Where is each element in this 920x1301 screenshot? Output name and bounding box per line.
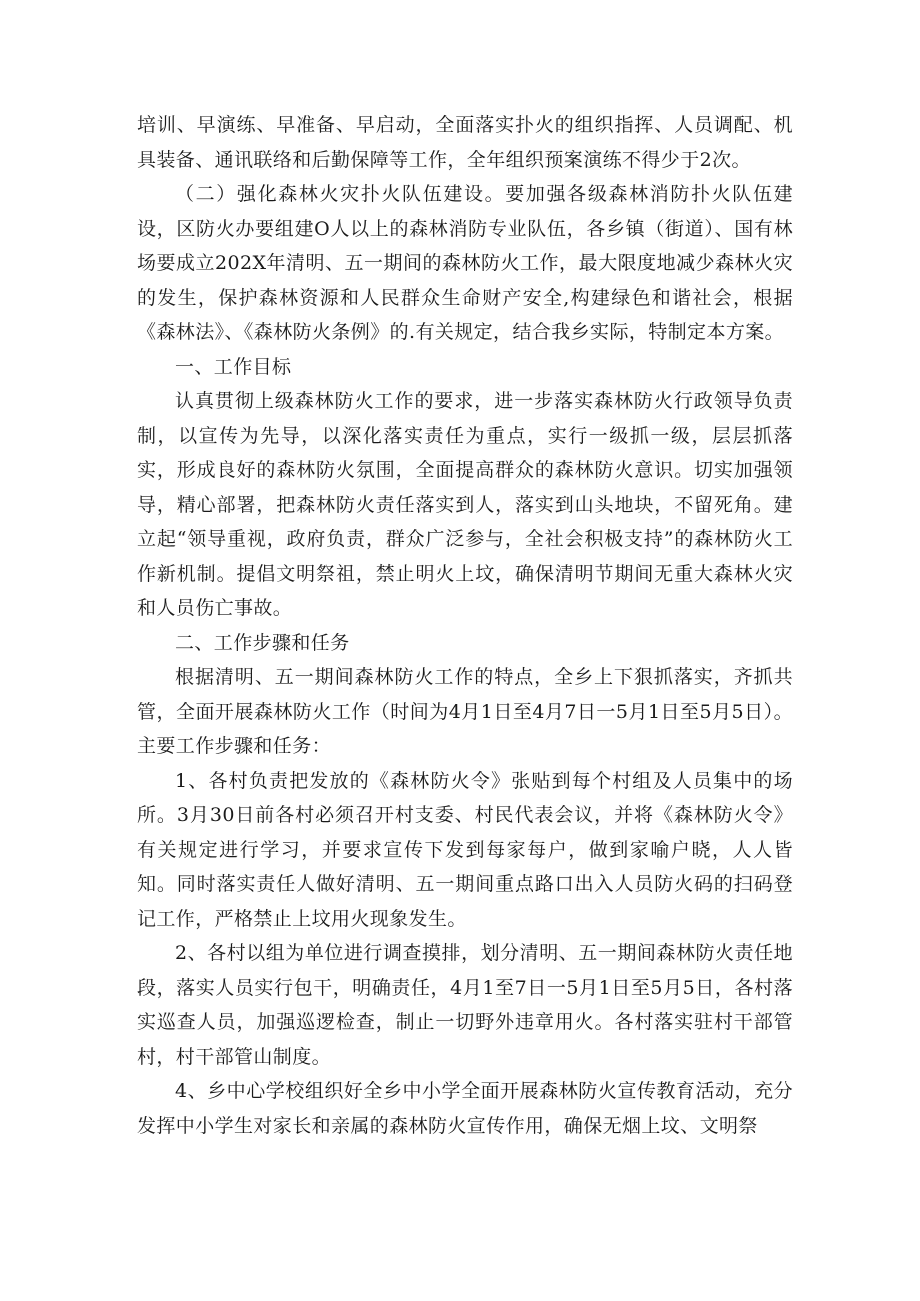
paragraph-continuation: 培训、早演练、早准备、早启动，全面落实扑火的组织指挥、人员调配、机具装备、通讯联络和后勤保障等工作，全年组织预案演练不得少于2次。 <box>137 114 793 171</box>
paragraph-item-1: 1、各村负责把发放的《森林防火令》张贴到每个村组及人员集中的场所。3月30日前各村必须召开村支委、村民代表会议，并将《森林防火令》有关规定进行学习，并要求宣传下发到每家每户，做到家喻户晓，人人皆知。同时落实责任人做好清明、五一期间重点路口出入人员防火码的扫码登记工作，严格禁止上坟用火现象发生。 <box>137 769 793 930</box>
paragraph-item-4: 4、乡中心学校组织好全乡中小学全面开展森林防火宣传教育活动，充分发挥中小学生对家长和亲属的森林防火宣传作用，确保无烟上坟、文明祭 <box>137 1080 793 1137</box>
section-heading-goals: 一、工作目标 <box>175 355 292 378</box>
section-heading-steps: 二、工作步骤和任务 <box>175 631 350 654</box>
document-body <box>137 108 793 1143</box>
paragraph-steps-intro: 根据清明、五一期间森林防火工作的特点，全乡上下狠抓落实，齐抓共管，全面开展森林防火工作（时间为4月1日至4月7日一5月1日至5月5日）。主要工作步骤和任务： <box>137 666 793 757</box>
paragraph-item-2: 2、各村以组为单位进行调查摸排，划分清明、五一期间森林防火责任地段，落实人员实行包干，明确责任，4月1至7日一5月1日至5月5日，各村落实巡查人员，加强巡逻检查，制止一切野外违章用火。各村落实驻村干部管村，村干部管山制度。 <box>137 942 793 1068</box>
paragraph-team-building: （二）强化森林火灾扑火队伍建设。要加强各级森林消防扑火队伍建设，区防火办要组建O人以上的森林消防专业队伍，各乡镇（街道）、国有林场要成立202X年清明、五一期间的森林防火工作，最大限度地减少森林火灾的发生，保护森林资源和人民群众生命财产安全,构建绿色和谐社会，根据《森林法》、《森林防火条例》的.有关规定，结合我乡实际，特制定本方案。 <box>137 183 793 343</box>
paragraph-goals: 认真贯彻上级森林防火工作的要求，进一步落实森林防火行政领导负责制，以宣传为先导，以深化落实责任为重点，实行一级抓一级，层层抓落实，形成良好的森林防火氛围，全面提高群众的森林防火意识。切实加强领导，精心部署，把森林防火责任落实到人，落实到山头地块，不留死角。建立起“领导重视，政府负责，群众广泛参与，全社会积极支持”的森林防火工作新机制。提倡文明祭祖，禁止明火上坟，确保清明节期间无重大森林火灾和人员伤亡事故。 <box>137 390 793 619</box>
